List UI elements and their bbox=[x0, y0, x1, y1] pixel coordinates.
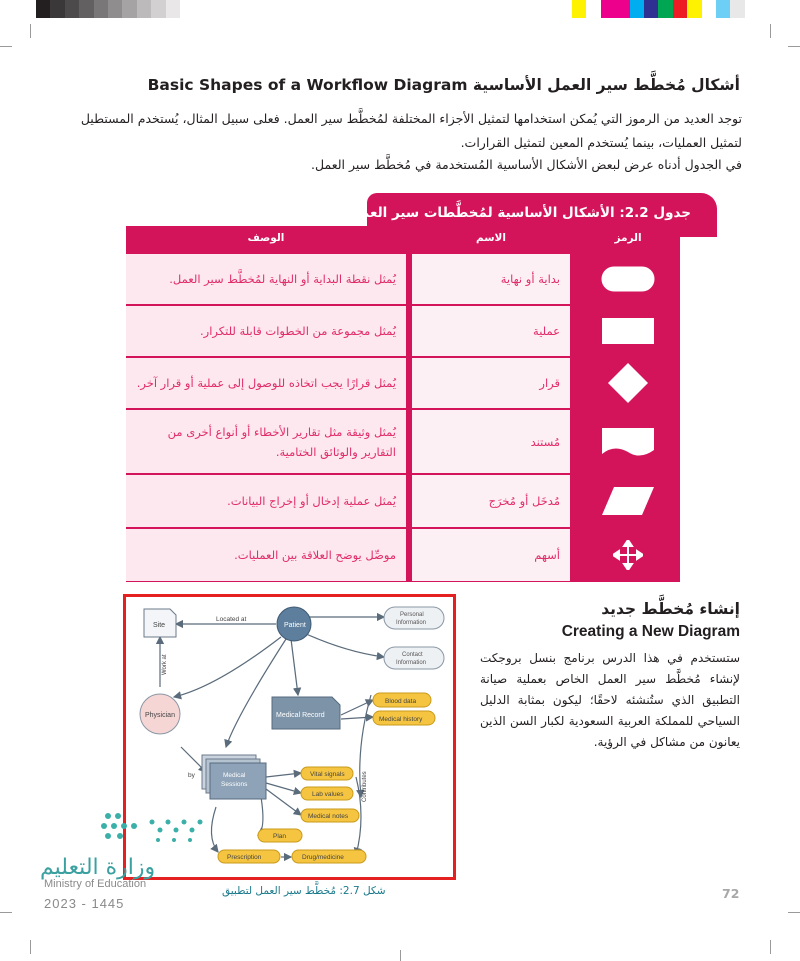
crop-mark bbox=[770, 940, 771, 954]
table-caption-text: جدول 2.2: الأشكال الأساسية لمُخطَّطات سير العمل bbox=[348, 205, 691, 221]
diagram-work-at: Work at bbox=[162, 654, 168, 675]
table-cell-description: يُمثل وثيقة مثل تقارير الأخطاء أو أنواع أخرى من التقارير والوثائق الختامية. bbox=[126, 410, 406, 473]
figure-caption: شكل 2.7: مُخطَّط سير العمل لتطبيق bbox=[222, 885, 386, 897]
grayscale-bar bbox=[36, 0, 194, 18]
document-icon bbox=[576, 410, 680, 473]
color-swatch bbox=[151, 0, 165, 18]
table-cell-description: يُمثل قرارًا يجب اتخاذه للوصول إلى عملية أو قرار آخر. bbox=[126, 358, 406, 408]
rounded-rectangle-icon bbox=[576, 254, 680, 304]
table-intro-paragraph: في الجدول أدناه عرض لبعض الأشكال الأساسية المُستخدمة في مُخطَّط سير العمل. bbox=[311, 157, 742, 172]
section-title-arabic: إنشاء مُخطَّط جديد bbox=[601, 600, 740, 618]
color-swatch bbox=[630, 0, 644, 18]
table-cell-description: يُمثل عملية إدخال أو إخراج البيانات. bbox=[126, 475, 406, 527]
color-swatch bbox=[572, 0, 586, 18]
crop-mark bbox=[0, 912, 12, 913]
header-description: الوصف bbox=[247, 232, 285, 244]
header-name: الاسم bbox=[476, 232, 506, 244]
section-title-english: Creating a New Diagram bbox=[561, 623, 740, 640]
table-cell-name: أسهم bbox=[412, 529, 570, 581]
table-cell-name: مُستند bbox=[412, 410, 570, 473]
color-swatch bbox=[601, 0, 615, 18]
color-swatch bbox=[122, 0, 136, 18]
diagram-personal-1: Personal bbox=[400, 612, 424, 618]
diagram-contributes: Contributes bbox=[362, 771, 368, 802]
color-swatch bbox=[36, 0, 50, 18]
color-swatch bbox=[673, 0, 687, 18]
diagram-physician: Physician bbox=[145, 712, 175, 719]
table-cell-name: مُدخَل أو مُخرَج bbox=[412, 475, 570, 527]
ministry-year: 2023 - 1445 bbox=[44, 896, 125, 911]
rectangle-icon bbox=[576, 306, 680, 356]
table-cell-name: قرار bbox=[412, 358, 570, 408]
color-swatch bbox=[108, 0, 122, 18]
color-bar bbox=[572, 0, 745, 18]
color-swatch bbox=[166, 0, 180, 18]
ministry-name-arabic: وزارة التعليم bbox=[40, 855, 156, 880]
diagram-lab-values: Lab values bbox=[312, 791, 344, 798]
diagram-blood-data: Blood data bbox=[385, 698, 417, 705]
table-cell-description: يُمثل مجموعة من الخطوات قابلة للتكرار. bbox=[126, 306, 406, 356]
diagram-contact-2: Information bbox=[396, 660, 427, 666]
color-swatch bbox=[65, 0, 79, 18]
color-swatch bbox=[79, 0, 93, 18]
color-swatch bbox=[730, 0, 744, 18]
diagram-plan: Plan bbox=[273, 833, 287, 840]
intro-paragraph: توجد العديد من الرموز التي يُمكن استخدامها لتمثيل الأجزاء المختلفة لمُخطَّط سير العمل. فعلى سبيل المثال، يُستخدم المستطيل لتمثيل العمليات، بينما يُستخدم المعين لتمثيل القرارات. bbox=[80, 111, 742, 150]
ministry-logo-dots bbox=[98, 810, 210, 850]
crop-mark bbox=[788, 912, 800, 913]
diagram-medical-notes: Medical notes bbox=[308, 813, 349, 820]
section-heading: أشكال مُخطَّط سير العمل الأساسية Basic Shapes of a Workflow Diagram bbox=[147, 76, 740, 94]
crop-mark bbox=[30, 24, 31, 38]
color-swatch bbox=[180, 0, 194, 18]
diagram-medical-sessions-2: Sessions bbox=[221, 781, 248, 788]
table-cell-name: بداية أو نهاية bbox=[412, 254, 570, 304]
diagram-vital-signals: Vital signals bbox=[310, 771, 345, 778]
ministry-name-english: Ministry of Education bbox=[44, 878, 147, 890]
diagram-prescription: Prescription bbox=[227, 854, 262, 861]
color-swatch bbox=[702, 0, 716, 18]
section-body: ستستخدم في هذا الدرس برنامج بنسل بروجكت لإنشاء مُخطَّط سير العمل الخاص بعملية صيانة التطبيق الذي ستُنشئه لاحقًا؛ ليكون بمثابة الدليل السياحي للمملكة العربية السعودية لكبار السن الذين يعانون من مشاكل في الرؤية. bbox=[480, 651, 740, 749]
table-cell-description: موصِّل يوضح العلاقة بين العمليات. bbox=[126, 529, 406, 581]
color-swatch bbox=[615, 0, 629, 18]
diagram-patient: Patient bbox=[284, 622, 306, 629]
crop-mark bbox=[400, 950, 401, 961]
arrows-icon bbox=[576, 529, 680, 581]
diagram-drug-medicine: Drug/medicine bbox=[302, 854, 344, 861]
table-cell-description: يُمثل نقطة البداية أو النهاية لمُخطَّط سير العمل. bbox=[126, 254, 406, 304]
diagram-medical-history: Medical history bbox=[379, 716, 423, 723]
diagram-personal-2: Information bbox=[396, 620, 427, 626]
color-swatch bbox=[137, 0, 151, 18]
crop-mark bbox=[0, 46, 12, 47]
color-swatch bbox=[50, 0, 64, 18]
crop-mark bbox=[770, 24, 771, 38]
diagram-contact-1: Contact bbox=[402, 652, 423, 658]
diagram-by: by bbox=[188, 772, 195, 779]
header-symbol: الرمز bbox=[614, 232, 642, 244]
page-number: 72 bbox=[722, 886, 740, 901]
color-swatch bbox=[716, 0, 730, 18]
diagram-site: Site bbox=[153, 622, 166, 629]
parallelogram-icon bbox=[576, 475, 680, 527]
color-swatch bbox=[687, 0, 701, 18]
crop-mark bbox=[30, 940, 31, 954]
diamond-icon bbox=[576, 358, 680, 408]
diagram-medical-record: Medical Record bbox=[276, 712, 325, 719]
diagram-located-at: Located at bbox=[216, 616, 247, 623]
color-swatch bbox=[586, 0, 600, 18]
table-cell-name: عملية bbox=[412, 306, 570, 356]
color-swatch bbox=[644, 0, 658, 18]
diagram-medical-sessions-1: Medical bbox=[223, 772, 246, 779]
crop-mark bbox=[788, 46, 800, 47]
color-swatch bbox=[658, 0, 672, 18]
color-swatch bbox=[94, 0, 108, 18]
